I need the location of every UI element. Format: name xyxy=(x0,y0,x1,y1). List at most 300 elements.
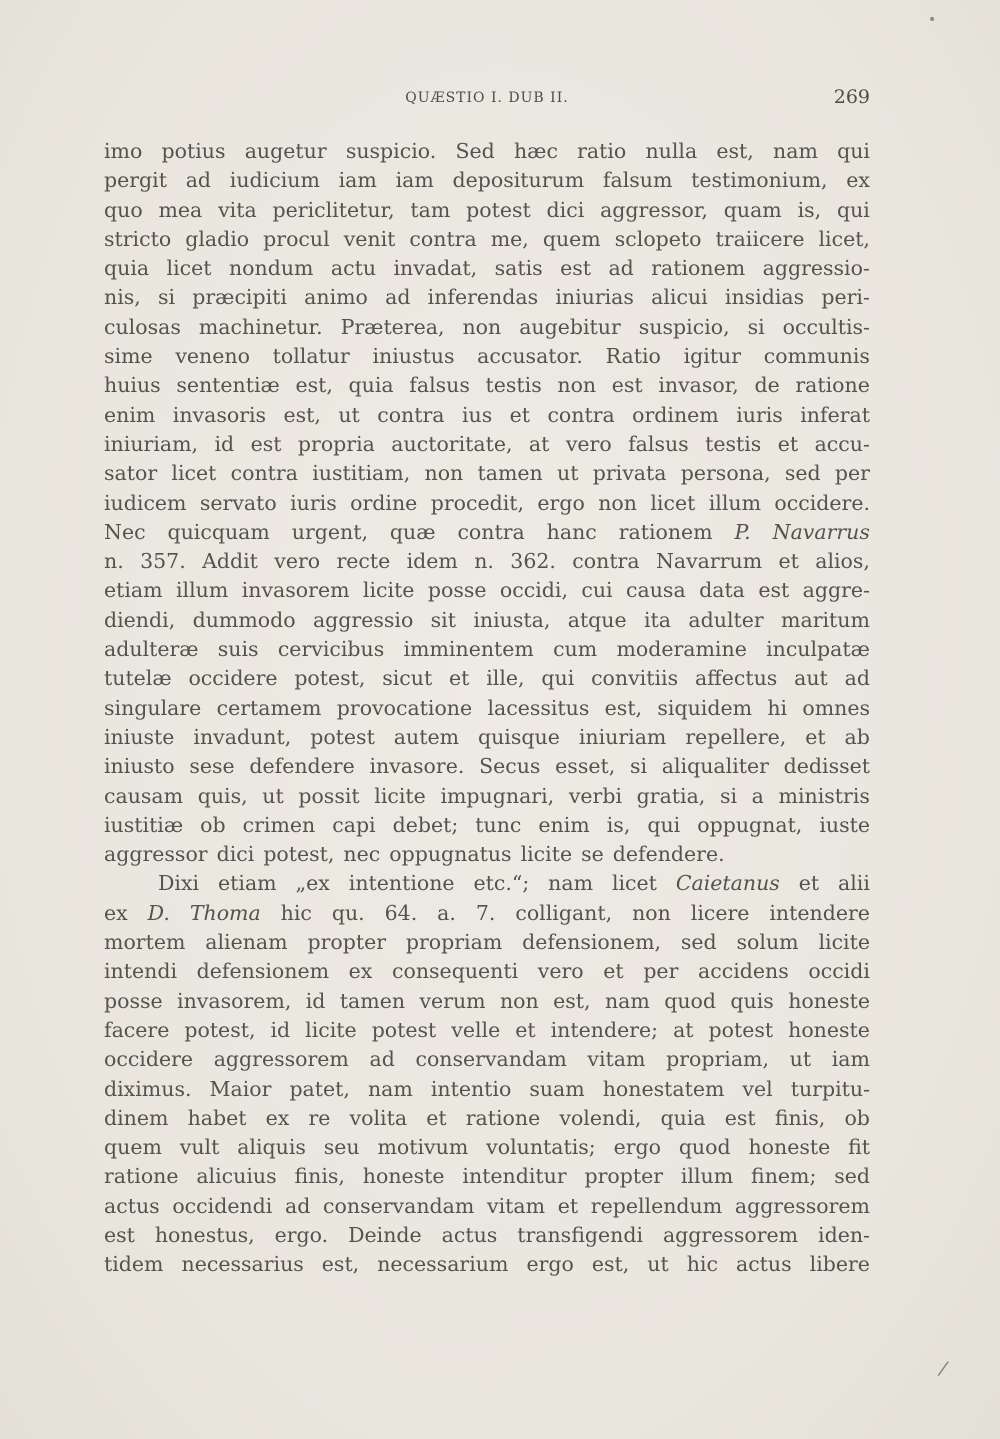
word: „ex xyxy=(295,871,330,896)
word: accusator. xyxy=(477,344,583,369)
word: cervicibus xyxy=(277,637,385,662)
word: licite xyxy=(520,842,573,867)
word: et xyxy=(778,549,799,574)
word: communis xyxy=(763,344,870,369)
word: qui xyxy=(836,197,870,222)
word: intentione xyxy=(348,871,455,896)
word: huius xyxy=(104,373,161,398)
text-line xyxy=(104,635,870,664)
word: ratione xyxy=(104,1164,179,1189)
word: traiicere xyxy=(715,226,805,251)
word: motivum xyxy=(377,1135,469,1160)
word: ut xyxy=(647,1252,669,1277)
word: potest xyxy=(371,1017,437,1042)
word: ex xyxy=(265,1105,290,1130)
word: persona, xyxy=(680,461,771,486)
word: invasorem xyxy=(241,578,350,603)
word: conservandam xyxy=(415,1047,567,1072)
word: nam xyxy=(367,1076,413,1101)
word: est xyxy=(250,431,282,456)
word: est, xyxy=(716,139,754,163)
word: quicquam xyxy=(167,519,270,544)
text-line xyxy=(104,840,870,869)
word: non xyxy=(598,490,637,515)
word: augebitur xyxy=(519,314,621,339)
text-line xyxy=(104,723,870,752)
word: accidens xyxy=(698,959,789,984)
word: ergo xyxy=(613,1135,661,1160)
word: repellere, xyxy=(685,724,787,749)
word: nec xyxy=(343,842,381,867)
word: dici xyxy=(546,197,585,222)
word: tutelæ xyxy=(104,666,172,691)
word: et xyxy=(603,959,624,984)
word: oppugnat, xyxy=(697,812,803,837)
text-line xyxy=(104,342,870,371)
word: est, xyxy=(283,402,321,427)
word: sed xyxy=(784,461,821,486)
word: qui xyxy=(647,812,681,837)
word: ad xyxy=(608,256,634,281)
word: potius xyxy=(161,139,226,163)
text-line xyxy=(104,869,870,898)
word: impugnari, xyxy=(440,783,555,808)
word: iden- xyxy=(818,1222,870,1247)
text-line xyxy=(104,1133,870,1162)
word: ex xyxy=(348,959,373,984)
text-line xyxy=(104,782,870,811)
word: licet xyxy=(611,871,657,896)
word: occidere xyxy=(188,666,278,691)
word: quo xyxy=(104,197,143,222)
word: potest xyxy=(310,724,375,749)
ink-speck: • xyxy=(928,12,937,28)
word: adulter xyxy=(688,607,764,632)
word: iustitiæ xyxy=(104,812,184,837)
text-line xyxy=(104,137,870,166)
word: iuste xyxy=(819,812,870,837)
word: id xyxy=(270,1017,291,1042)
word: gladio xyxy=(185,226,250,251)
word: aggressorem xyxy=(662,1222,799,1247)
text-line xyxy=(104,371,870,400)
word: iniusta, xyxy=(473,607,551,632)
word: capi xyxy=(332,812,376,837)
word: licet xyxy=(650,490,696,515)
word: diximus. xyxy=(104,1076,192,1101)
word: honeste xyxy=(362,1164,445,1189)
word: iniuste xyxy=(104,724,175,749)
word: iniuriam xyxy=(578,724,667,749)
word: potest, xyxy=(184,1017,256,1042)
word: tunc xyxy=(475,812,522,837)
word: ita xyxy=(644,607,672,632)
word: quis, xyxy=(197,783,248,808)
word: si xyxy=(747,314,765,339)
word: præcipiti xyxy=(192,285,287,310)
word: inferendas xyxy=(427,285,539,310)
word: oppugnatus xyxy=(389,842,512,867)
word: intentio xyxy=(430,1076,512,1101)
text-line xyxy=(104,957,870,986)
word: necessarium xyxy=(377,1252,509,1277)
word: adulteræ xyxy=(104,637,199,662)
word: necessarius xyxy=(181,1252,304,1277)
word: actus xyxy=(104,1193,160,1218)
word: facere xyxy=(104,1017,170,1042)
word: licite xyxy=(305,1017,357,1042)
word: occidi xyxy=(808,959,870,984)
word: aggressorem xyxy=(213,1047,349,1072)
running-title: QUÆSTIO I. DUB II. xyxy=(405,90,569,106)
word: iniurias xyxy=(555,285,634,310)
word: illum xyxy=(176,578,229,603)
word: dinem xyxy=(104,1105,169,1130)
word: rationem xyxy=(618,519,713,544)
word: diendi, xyxy=(104,607,176,632)
word: maritum xyxy=(781,607,870,632)
word: vero xyxy=(274,549,321,574)
word: volendi, xyxy=(559,1105,642,1130)
word: actu xyxy=(330,256,377,281)
word: augetur xyxy=(244,139,327,163)
text-line xyxy=(104,1192,870,1221)
word: atque xyxy=(567,607,627,632)
word: qui xyxy=(837,139,870,163)
word: vita xyxy=(218,197,257,222)
word: propter xyxy=(584,1164,664,1189)
text-line xyxy=(104,401,870,430)
word: finem; xyxy=(751,1164,817,1189)
word: propter xyxy=(307,930,387,955)
word: etiam xyxy=(104,578,163,603)
word: ut xyxy=(557,461,579,486)
word: testimonium, xyxy=(691,168,828,193)
pencil-mark: / xyxy=(936,1355,951,1381)
word: licet xyxy=(171,461,217,486)
word: urgent, xyxy=(291,519,368,544)
word: occidere xyxy=(104,1047,194,1072)
word: Dixi xyxy=(158,871,200,896)
word: stricto xyxy=(104,226,172,251)
word: si xyxy=(719,783,738,808)
word: non xyxy=(632,900,671,925)
word: propriam xyxy=(405,930,503,955)
word: potest xyxy=(708,1017,774,1042)
word: recte xyxy=(336,549,391,574)
word: ad xyxy=(185,168,212,193)
word: is, xyxy=(606,812,631,837)
word: veneno xyxy=(175,344,250,369)
word: iuris xyxy=(736,402,783,427)
word: invasorem, xyxy=(177,988,292,1013)
word: privata xyxy=(592,461,667,486)
text-line xyxy=(104,1045,870,1074)
word: inculpatæ xyxy=(766,637,870,662)
word: iam xyxy=(338,168,377,193)
word: voluntatis; xyxy=(486,1135,596,1160)
word: habet xyxy=(187,1105,247,1130)
word: siquidem xyxy=(657,695,753,720)
word: potest xyxy=(466,197,531,222)
word: seu xyxy=(323,1135,360,1160)
word: culosas xyxy=(104,314,181,339)
text-line xyxy=(104,1221,870,1250)
word: hanc xyxy=(546,519,597,544)
word: velle xyxy=(451,1017,501,1042)
word: et xyxy=(777,431,799,456)
word: Maior xyxy=(209,1076,272,1101)
text-line xyxy=(104,196,870,225)
word: finis, xyxy=(774,1105,826,1130)
word: verbi xyxy=(568,783,623,808)
word: qui xyxy=(541,666,575,691)
word: n. xyxy=(474,549,494,574)
text-line xyxy=(104,606,870,635)
word: cui xyxy=(581,578,613,603)
word: ab xyxy=(844,724,870,749)
word: ergo xyxy=(526,1252,574,1277)
word: satis xyxy=(494,256,543,281)
word: tam xyxy=(410,197,451,222)
word: vitam xyxy=(487,1193,546,1218)
word: quia xyxy=(660,1105,706,1130)
text-line xyxy=(104,899,870,928)
word: contra xyxy=(377,402,445,427)
word: hæc xyxy=(513,139,558,163)
word: alii xyxy=(837,871,870,896)
word: est xyxy=(758,578,790,603)
word: posse xyxy=(104,988,163,1013)
word: 64. xyxy=(384,900,418,925)
word: ratione xyxy=(795,373,870,398)
word: iam xyxy=(395,168,434,193)
word: auctoritate, xyxy=(391,431,513,456)
word: tidem xyxy=(104,1252,164,1277)
word: licet, xyxy=(818,226,870,251)
word: etiam xyxy=(218,871,277,896)
word: aggressor xyxy=(104,842,208,867)
word: aut xyxy=(794,666,828,691)
word: animo xyxy=(304,285,368,310)
word: nam xyxy=(548,871,594,896)
text-line xyxy=(104,987,870,1016)
word: id xyxy=(305,988,326,1013)
word: illum xyxy=(680,1164,734,1189)
word: machinetur. xyxy=(198,314,323,339)
word: vitam xyxy=(587,1047,646,1072)
word: fit xyxy=(848,1135,870,1160)
word: qu. xyxy=(331,900,365,925)
word: procul xyxy=(263,226,330,251)
word: affectus xyxy=(694,666,778,691)
word: enim xyxy=(104,402,156,427)
word: gratia, xyxy=(636,783,706,808)
word: dici xyxy=(216,842,255,867)
word: alios, xyxy=(815,549,870,574)
text-line xyxy=(104,664,870,693)
word: causam xyxy=(104,783,184,808)
word: iam xyxy=(831,1047,870,1072)
word: inferat xyxy=(800,402,870,427)
word: iudicem xyxy=(104,490,187,515)
word: quis xyxy=(730,988,774,1013)
text-line xyxy=(104,430,870,459)
word: ut xyxy=(338,402,360,427)
word: suam xyxy=(529,1076,585,1101)
text-line xyxy=(104,547,870,576)
word: Sed xyxy=(455,139,495,163)
word: contra xyxy=(572,549,640,574)
text-line xyxy=(104,313,870,342)
word: periclitetur, xyxy=(272,197,395,222)
word: D. xyxy=(147,900,170,925)
word: propriam, xyxy=(666,1047,770,1072)
body-text xyxy=(104,137,870,1280)
word: intendere xyxy=(769,900,870,925)
word: esset, xyxy=(555,754,616,779)
word: actus xyxy=(735,1252,792,1277)
word: P. xyxy=(734,519,751,544)
text-line xyxy=(104,283,870,312)
word: licite xyxy=(362,578,415,603)
word: Addit xyxy=(202,549,258,574)
word: per xyxy=(834,461,870,486)
word: et xyxy=(449,666,470,691)
word: possit xyxy=(298,783,360,808)
text-line xyxy=(104,1075,870,1104)
word: intendi xyxy=(104,959,178,984)
word: quod xyxy=(664,988,716,1013)
word: autem xyxy=(393,724,460,749)
word: est, xyxy=(553,988,591,1013)
word: iudicium xyxy=(229,168,320,193)
word: falsus xyxy=(409,373,470,398)
word: quia xyxy=(104,256,150,281)
word: vero xyxy=(537,959,584,984)
word: posse xyxy=(427,578,487,603)
word: ob xyxy=(200,812,226,837)
word: quam xyxy=(723,197,782,222)
word: est, xyxy=(321,1252,360,1277)
word: ad xyxy=(385,285,411,310)
word: contra xyxy=(409,226,477,251)
word: contra xyxy=(457,519,525,544)
word: quem xyxy=(542,226,601,251)
word: Thoma xyxy=(189,900,261,925)
word: testis xyxy=(485,373,542,398)
word: sime xyxy=(104,344,153,369)
word: non xyxy=(499,988,539,1013)
word: vero xyxy=(565,431,612,456)
word: ordine xyxy=(350,490,418,515)
word: Nec xyxy=(104,519,146,544)
word: aggressorem xyxy=(734,1193,870,1218)
word: licere xyxy=(690,900,750,925)
text-line xyxy=(104,1250,870,1279)
word: de xyxy=(754,373,780,398)
word: hi xyxy=(767,695,788,720)
word: sed xyxy=(834,1164,870,1189)
word: invasoris xyxy=(172,402,267,427)
word: Secus xyxy=(479,754,541,779)
word: mortem xyxy=(104,930,186,955)
word: suis xyxy=(217,637,259,662)
word: actus xyxy=(441,1222,498,1247)
word: aliquis xyxy=(237,1135,306,1160)
word: quæ xyxy=(389,519,436,544)
text-line xyxy=(104,928,870,957)
word: falsus xyxy=(628,431,689,456)
word: nulla xyxy=(645,139,698,163)
text-line xyxy=(104,254,870,283)
word: a xyxy=(751,783,764,808)
word: consequenti xyxy=(392,959,519,984)
word: patet, xyxy=(289,1076,350,1101)
word: imminentem xyxy=(403,637,534,662)
word: intenditur xyxy=(462,1164,567,1189)
word: conservandam xyxy=(323,1193,475,1218)
word: ad xyxy=(369,1047,395,1072)
word: mea xyxy=(158,197,203,222)
word: contra xyxy=(547,402,615,427)
word: insidias xyxy=(724,285,805,310)
word: sed xyxy=(680,930,717,955)
word: 7. xyxy=(475,900,496,925)
word: moderamine xyxy=(616,637,747,662)
word: si xyxy=(157,285,176,310)
word: non xyxy=(424,461,464,486)
word: at xyxy=(528,431,550,456)
word: accu- xyxy=(814,431,870,456)
word: est xyxy=(611,373,643,398)
word: defendere xyxy=(249,754,355,779)
word: nis, xyxy=(104,285,141,310)
word: invasor, xyxy=(658,373,739,398)
word: invadunt, xyxy=(193,724,292,749)
word: data xyxy=(699,578,745,603)
word: vult xyxy=(179,1135,220,1160)
text-line xyxy=(104,518,870,547)
word: turpitu- xyxy=(790,1076,870,1101)
text-line xyxy=(104,1104,870,1133)
word: hic xyxy=(686,1252,718,1277)
word: potest, xyxy=(263,842,335,867)
word: finis, xyxy=(294,1164,345,1189)
word: licite xyxy=(818,930,870,955)
word: sclopeto xyxy=(614,226,702,251)
word: Deinde xyxy=(348,1222,422,1247)
word: falsum xyxy=(602,168,673,193)
word: contra xyxy=(230,461,298,486)
word: imo xyxy=(104,139,143,163)
word: pergit xyxy=(104,168,167,193)
text-line xyxy=(104,1162,870,1191)
word: invadat, xyxy=(393,256,478,281)
word: honeste xyxy=(748,1135,831,1160)
word: Præterea, xyxy=(340,314,445,339)
word: est xyxy=(724,1105,756,1130)
word: ad xyxy=(285,1193,311,1218)
word: Ratio xyxy=(605,344,661,369)
word: procedit, xyxy=(430,490,525,515)
word: alicuius xyxy=(196,1164,277,1189)
word: potest, xyxy=(294,666,366,691)
word: transfigendi xyxy=(517,1222,644,1247)
word: nam xyxy=(604,988,650,1013)
word: singulare xyxy=(104,695,202,720)
word: enim xyxy=(538,812,590,837)
